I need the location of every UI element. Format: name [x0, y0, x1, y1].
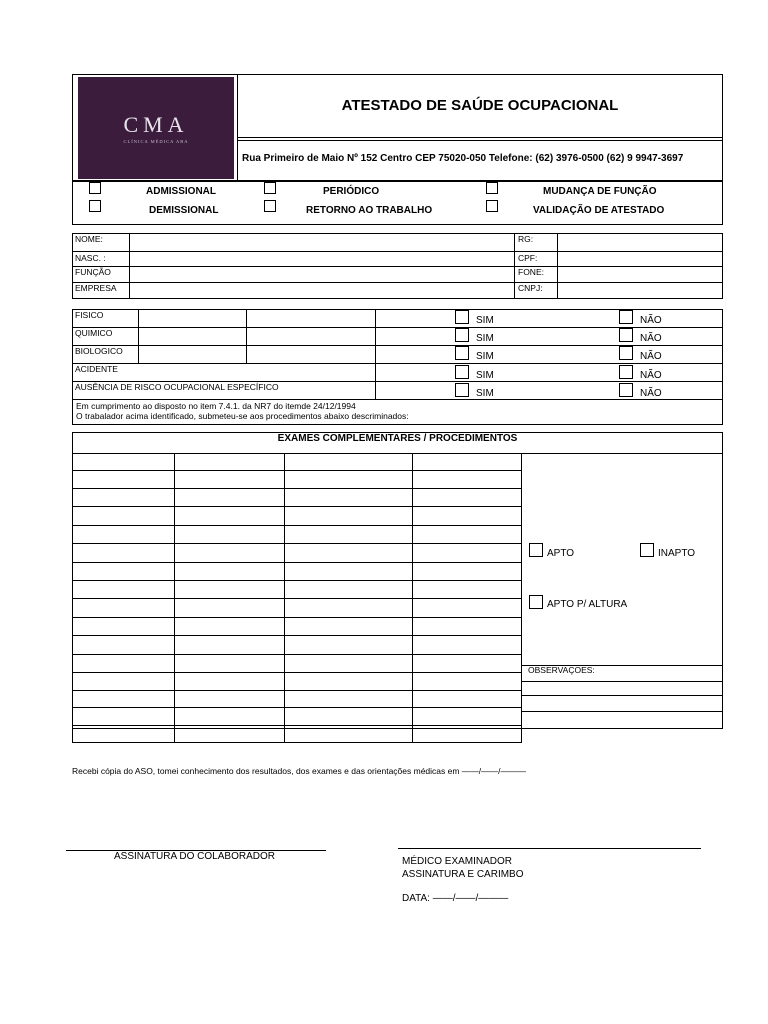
- exam-cell[interactable]: [175, 454, 285, 471]
- label-medico-examinador: MÉDICO EXAMINADOR: [402, 856, 513, 867]
- label-fone: FONE:: [518, 267, 544, 277]
- exam-cell[interactable]: [175, 599, 285, 618]
- label-nao: NÃO: [640, 333, 662, 344]
- label-apto-altura: APTO P/ ALTURA: [547, 599, 628, 610]
- exam-cell[interactable]: [412, 507, 521, 526]
- label-sim: SIM: [476, 370, 494, 381]
- exam-cell[interactable]: [412, 563, 521, 581]
- logo-subtitle: CLÍNICA MÉDICA ABA: [123, 139, 189, 144]
- checkbox-sim-biologico[interactable]: [455, 346, 469, 360]
- label-admissional: ADMISSIONAL: [146, 186, 216, 197]
- checkbox-nao-quimico[interactable]: [619, 328, 633, 342]
- label-cnpj: CNPJ:: [518, 283, 543, 293]
- nome-field[interactable]: [130, 234, 513, 250]
- exam-cell[interactable]: [285, 599, 413, 618]
- label-assinatura-carimbo: ASSINATURA E CARIMBO: [402, 869, 524, 880]
- exam-cell[interactable]: [285, 618, 413, 636]
- exam-cell[interactable]: [285, 636, 413, 655]
- exam-cell[interactable]: [73, 581, 175, 599]
- exam-cell[interactable]: [73, 507, 175, 526]
- exam-row: [73, 691, 522, 708]
- checkbox-nao-acidente[interactable]: [619, 365, 633, 379]
- header-mid-line-2: [237, 140, 723, 141]
- label-nasc: NASC. :: [75, 253, 106, 263]
- exam-row: [73, 708, 522, 726]
- label-observacoes: OBSERVAÇOES:: [528, 665, 595, 675]
- cnpj-field[interactable]: [558, 283, 722, 298]
- label-nao: NÃO: [640, 388, 662, 399]
- label-assinatura-colaborador: ASSINATURA DO COLABORADOR: [114, 851, 275, 862]
- exam-row: [73, 726, 522, 743]
- risk-row-line: [72, 363, 723, 364]
- exam-cell[interactable]: [73, 489, 175, 507]
- label-retorno-trabalho: RETORNO AO TRABALHO: [306, 205, 433, 216]
- exam-cell[interactable]: [73, 563, 175, 581]
- exam-cell[interactable]: [175, 544, 285, 563]
- checkbox-periodico[interactable]: [264, 182, 276, 194]
- nr7-note: Em cumprimento ao disposto no item 7.4.1. da NR7 do itemde 24/12/1994: [76, 401, 356, 411]
- exam-row: [73, 507, 522, 526]
- exam-cell[interactable]: [285, 507, 413, 526]
- label-sim: SIM: [476, 315, 494, 326]
- id-col-line: [514, 233, 515, 299]
- exam-cell[interactable]: [175, 618, 285, 636]
- checkbox-nao-fisico[interactable]: [619, 310, 633, 324]
- checkbox-sim-ausencia[interactable]: [455, 383, 469, 397]
- exam-row: [73, 599, 522, 618]
- risk-col-line: [246, 309, 247, 363]
- address-line: Rua Primeiro de Maio Nº 152 Centro CEP 75020-050 Telefone: (62) 3976-0500 (62) 9 9947-3697: [242, 153, 684, 164]
- exam-row: [73, 563, 522, 581]
- exam-cell[interactable]: [285, 691, 413, 708]
- exam-cell[interactable]: [73, 618, 175, 636]
- risk-biologico: BIOLOGICO: [75, 346, 123, 356]
- exam-cell[interactable]: [412, 599, 521, 618]
- exam-cell[interactable]: [73, 454, 175, 471]
- observacoes-field[interactable]: [522, 676, 722, 728]
- exam-cell[interactable]: [285, 708, 413, 726]
- label-empresa: EMPRESA: [75, 283, 117, 293]
- exam-row: [73, 581, 522, 599]
- exam-cell[interactable]: [412, 708, 521, 726]
- exam-cell[interactable]: [412, 655, 521, 673]
- checkbox-sim-quimico[interactable]: [455, 328, 469, 342]
- exam-cell[interactable]: [412, 673, 521, 691]
- checkbox-nao-biologico[interactable]: [619, 346, 633, 360]
- exam-cell[interactable]: [73, 708, 175, 726]
- label-nao: NÃO: [640, 315, 662, 326]
- exam-cell[interactable]: [175, 726, 285, 743]
- risk-fisico: FISICO: [75, 310, 104, 320]
- exam-cell[interactable]: [285, 726, 413, 743]
- exam-cell[interactable]: [285, 581, 413, 599]
- label-apto: APTO: [547, 548, 575, 559]
- exam-cell[interactable]: [285, 563, 413, 581]
- exam-row: [73, 526, 522, 544]
- exam-cell[interactable]: [285, 489, 413, 507]
- exam-row: [73, 636, 522, 655]
- exam-cell[interactable]: [285, 471, 413, 489]
- exam-cell[interactable]: [73, 726, 175, 743]
- exam-row: [73, 471, 522, 489]
- signature-line-medico[interactable]: [398, 848, 701, 849]
- exam-cell[interactable]: [73, 544, 175, 563]
- exam-cell[interactable]: [175, 691, 285, 708]
- exam-cell[interactable]: [175, 471, 285, 489]
- risk-col-line: [375, 309, 376, 399]
- exam-row: [73, 618, 522, 636]
- checkbox-sim-acidente[interactable]: [455, 365, 469, 379]
- header-mid-line: [237, 137, 723, 138]
- label-sim: SIM: [476, 333, 494, 344]
- rg-field[interactable]: [558, 234, 722, 250]
- checkbox-retorno-trabalho[interactable]: [264, 200, 276, 212]
- exam-cell[interactable]: [285, 673, 413, 691]
- label-nao: NÃO: [640, 370, 662, 381]
- exam-cell[interactable]: [412, 726, 521, 743]
- exam-row: [73, 655, 522, 673]
- exam-cell[interactable]: [412, 471, 521, 489]
- exam-row: [73, 673, 522, 691]
- label-demissional: DEMISSIONAL: [149, 205, 219, 216]
- label-validacao-atestado: VALIDAÇÃO DE ATESTADO: [533, 205, 665, 216]
- exam-cell[interactable]: [73, 655, 175, 673]
- checkbox-nao-ausencia[interactable]: [619, 383, 633, 397]
- exam-cell[interactable]: [73, 636, 175, 655]
- risk-quimico: QUIMICO: [75, 328, 113, 338]
- logo-letters: CMA: [123, 112, 189, 137]
- exam-cell[interactable]: [175, 636, 285, 655]
- cpf-field[interactable]: [558, 252, 722, 266]
- page-title: ATESTADO DE SAÚDE OCUPACIONAL: [341, 97, 619, 114]
- risk-ausencia: AUSÊNCIA DE RISCO OCUPACIONAL ESPECÍFICO: [75, 382, 279, 392]
- receipt-statement: Recebi cópia do ASO, tomei conhecimento dos resultados, dos exames e das orientações médicas em ——/——/———: [72, 766, 527, 776]
- risk-row-line: [72, 399, 723, 400]
- procedures-note: O trabalador acima identificado, submeteu-se aos procedimentos abaixo descriminados:: [76, 411, 409, 421]
- exam-cell[interactable]: [412, 636, 521, 655]
- logo: [78, 77, 234, 179]
- label-funcao: FUNÇÃO: [75, 267, 111, 277]
- exam-cell[interactable]: [412, 454, 521, 471]
- exam-cell[interactable]: [412, 544, 521, 563]
- exam-row: [73, 544, 522, 563]
- exam-row: [73, 454, 522, 471]
- exam-cell[interactable]: [412, 618, 521, 636]
- exams-table: [72, 453, 522, 743]
- exams-title: EXAMES COMPLEMENTARES / PROCEDIMENTOS: [277, 433, 518, 444]
- exam-cell[interactable]: [175, 507, 285, 526]
- checkbox-apto[interactable]: [529, 543, 543, 557]
- label-data: DATA: ——/——/———: [402, 893, 509, 904]
- exam-cell[interactable]: [73, 673, 175, 691]
- checkbox-demissional[interactable]: [89, 200, 101, 212]
- exam-cell[interactable]: [175, 655, 285, 673]
- label-rg: RG:: [518, 234, 534, 244]
- exam-cell[interactable]: [412, 489, 521, 507]
- label-sim: SIM: [476, 351, 494, 362]
- exam-cell[interactable]: [285, 526, 413, 544]
- exam-cell[interactable]: [285, 544, 413, 563]
- exam-cell[interactable]: [175, 526, 285, 544]
- risk-acidente: ACIDENTE: [75, 364, 118, 374]
- label-sim: SIM: [476, 388, 494, 399]
- checkbox-admissional[interactable]: [89, 182, 101, 194]
- label-mudanca-funcao: MUDANÇA DE FUNÇÃO: [543, 186, 657, 197]
- checkbox-apto-altura[interactable]: [529, 595, 543, 609]
- exam-row: [73, 489, 522, 507]
- label-cpf: CPF:: [518, 253, 538, 263]
- empresa-field[interactable]: [130, 283, 513, 298]
- exam-cell[interactable]: [73, 526, 175, 544]
- exam-cell[interactable]: [73, 691, 175, 708]
- exam-cell[interactable]: [73, 599, 175, 618]
- exam-cell[interactable]: [285, 655, 413, 673]
- label-inapto: INAPTO: [658, 548, 696, 559]
- checkbox-validacao-atestado[interactable]: [486, 200, 498, 212]
- checkbox-sim-fisico[interactable]: [455, 310, 469, 324]
- exam-cell[interactable]: [412, 526, 521, 544]
- exam-cell[interactable]: [175, 581, 285, 599]
- exam-cell[interactable]: [412, 691, 521, 708]
- checkbox-mudanca-funcao[interactable]: [486, 182, 498, 194]
- label-nome: NOME:: [75, 234, 103, 244]
- exam-cell[interactable]: [285, 454, 413, 471]
- exam-cell[interactable]: [175, 563, 285, 581]
- fone-field[interactable]: [558, 267, 722, 282]
- exam-cell[interactable]: [412, 581, 521, 599]
- label-periodico: PERIÓDICO: [323, 186, 380, 197]
- exam-cell[interactable]: [175, 708, 285, 726]
- exam-cell[interactable]: [175, 673, 285, 691]
- header-divider: [237, 74, 238, 181]
- label-nao: NÃO: [640, 351, 662, 362]
- risk-col-line: [138, 309, 139, 363]
- checkbox-inapto[interactable]: [640, 543, 654, 557]
- exam-cell[interactable]: [73, 471, 175, 489]
- exam-cell[interactable]: [175, 489, 285, 507]
- nasc-field[interactable]: [130, 252, 513, 266]
- funcao-field[interactable]: [130, 267, 513, 282]
